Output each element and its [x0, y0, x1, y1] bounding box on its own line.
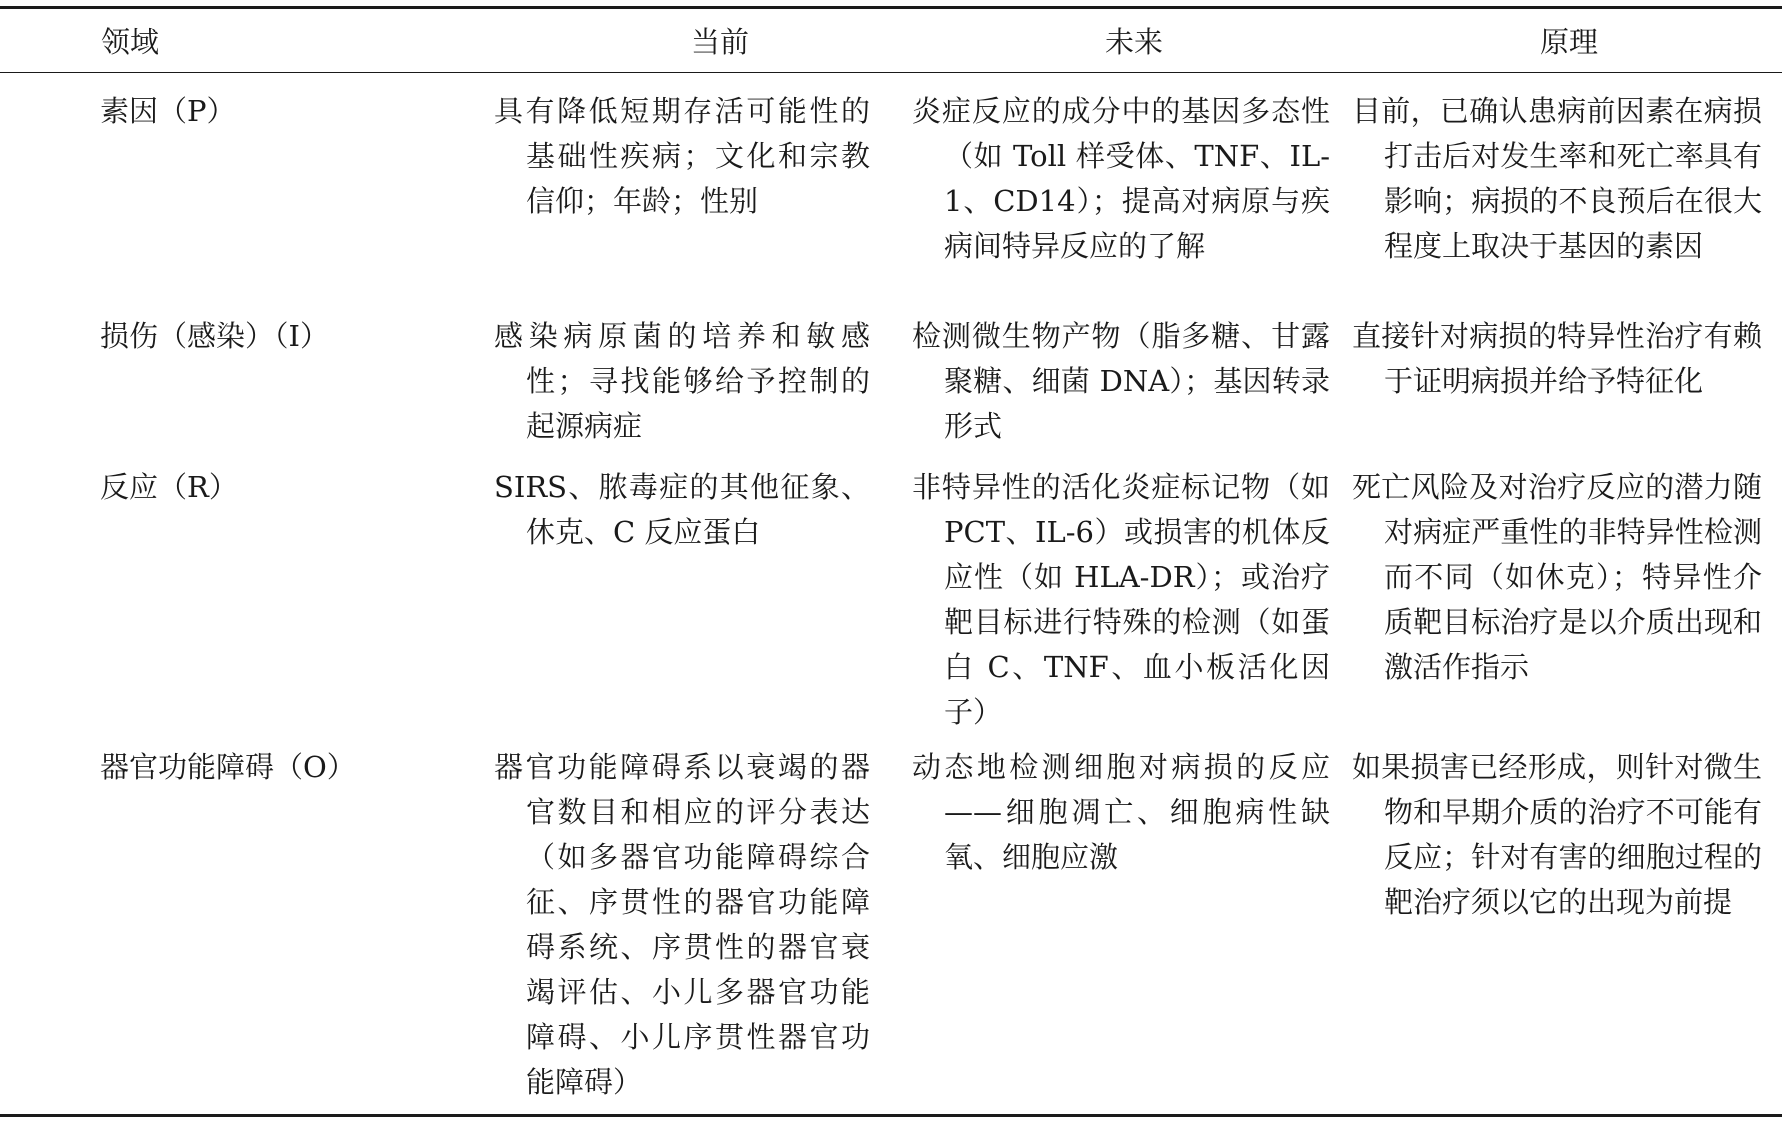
- cell-future-text: 动态地检测细胞对病损的反应——细胞凋亡、细胞病性缺氧、细胞应激: [912, 750, 1330, 874]
- cell-future: [912, 735, 1352, 1105]
- cell-principle-text: 死亡风险及对治疗反应的潜力随对病症严重性的非特异性检测而不同（如休克）；特异性介质靶目标治疗是以介质出现和激活作指示: [1352, 470, 1762, 684]
- cell-principle: [1352, 72, 1782, 306]
- cell-principle-text: 如果损害已经形成，则针对微生物和早期介质的治疗不可能有反应；针对有害的细胞过程的靶治疗须以它的出现为前提: [1352, 750, 1762, 919]
- header-principle: 原理: [1539, 25, 1598, 59]
- cell-principle-text: 目前，已确认患病前因素在病损打击后对发生率和死亡率具有影响；病损的不良预后在很大程度上取决于基因的素因: [1352, 94, 1762, 263]
- cell-current: [480, 455, 912, 735]
- header-current: 当前: [690, 25, 749, 59]
- cell-current-text: SIRS、脓毒症的其他征象、休克、C 反应蛋白: [494, 470, 870, 549]
- cell-future-text: 非特异性的活化炎症标记物（如 PCT、IL-6）或损害的机体反应性（如 HLA-DR）；或治疗靶目标进行特殊的检测（如蛋白 C、TNF、血小板活化因子）: [912, 470, 1330, 729]
- header-row: [0, 9, 1782, 72]
- table-header: [0, 9, 1782, 72]
- cell-domain: 反应（R）: [100, 470, 238, 504]
- cell-current: [480, 735, 912, 1105]
- cell-current-text: 器官功能障碍系以衰竭的器官数目和相应的评分表达（如多器官功能障碍综合征、序贯性的器官功能障碍系统、序贯性的器官衰竭评估、小儿多器官功能障碍、小儿序贯性器官功能障碍）: [494, 750, 870, 1099]
- table-body: [0, 72, 1782, 1105]
- cell-future: [912, 306, 1352, 455]
- cell-domain: 器官功能障碍（O）: [100, 750, 356, 784]
- cell-principle: [1352, 735, 1782, 1105]
- cell-future-text: 炎症反应的成分中的基因多态性（如 Toll 样受体、TNF、IL-1、CD14）；提高对病原与疾病间特异反应的了解: [912, 94, 1330, 263]
- cell-future-text: 检测微生物产物（脂多糖、甘露聚糖、细菌 DNA）；基因转录形式: [912, 319, 1330, 443]
- table-row: [0, 455, 1782, 735]
- table-row: [0, 735, 1782, 1105]
- cell-domain: 素因（P）: [100, 94, 236, 128]
- header-domain: 领域: [100, 25, 159, 59]
- cell-principle-text: 直接针对病损的特异性治疗有赖于证明病损并给予特征化: [1352, 319, 1762, 398]
- cell-current-text: 具有降低短期存活可能性的基础性疾病；文化和宗教信仰；年龄；性别: [494, 94, 870, 218]
- table-bottom-rule: [0, 1114, 1782, 1117]
- cell-future: [912, 455, 1352, 735]
- table-row: [0, 306, 1782, 455]
- piro-table: [0, 9, 1782, 1105]
- cell-future: [912, 72, 1352, 306]
- cell-domain: 损伤（感染）（I）: [100, 319, 329, 353]
- header-future: 未来: [1104, 25, 1163, 59]
- table-row: [0, 72, 1782, 306]
- cell-current: [480, 72, 912, 306]
- cell-current-text: 感染病原菌的培养和敏感性；寻找能够给予控制的起源病症: [494, 319, 870, 443]
- cell-current: [480, 306, 912, 455]
- cell-principle: [1352, 306, 1782, 455]
- cell-principle: [1352, 455, 1782, 735]
